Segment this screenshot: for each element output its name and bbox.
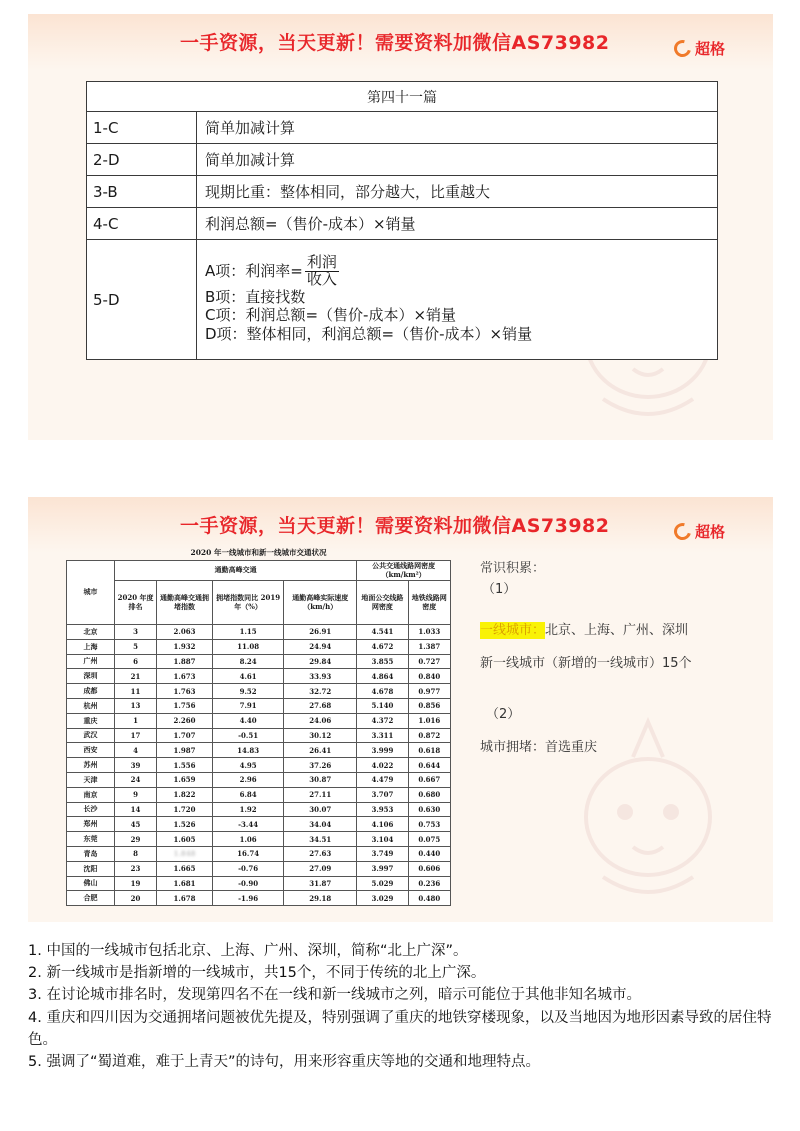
cell-rank: 19 <box>115 876 157 891</box>
cell-bus: 3.104 <box>357 832 408 847</box>
summary-item: 3. 在讨论城市排名时，发现第四名不在一线和新一线城市之列，暗示可能位于其他非知名城市。 <box>28 987 641 1004</box>
cell-speed: 26.41 <box>284 743 357 758</box>
cell-city: 深圳 <box>67 669 115 684</box>
cell-metro: 0.840 <box>408 669 450 684</box>
brand-logo <box>674 38 725 59</box>
first-tier-list: 北京、上海、广州、深圳 <box>545 623 689 638</box>
cell-metro: 0.667 <box>408 772 450 787</box>
cell-metro: 0.977 <box>408 684 450 699</box>
cell-change: 14.83 <box>212 743 283 758</box>
cell-rank: 13 <box>115 698 157 713</box>
cell-index: 1.887 <box>157 654 213 669</box>
answer-number: 1-C <box>87 112 197 144</box>
cell-rank: 24 <box>115 772 157 787</box>
cell-rank: 17 <box>115 728 157 743</box>
header-bus: 地面公交线路网密度 <box>357 581 408 625</box>
answer-number: 2-D <box>87 144 197 176</box>
cell-speed: 27.11 <box>284 787 357 802</box>
table-row <box>67 861 451 876</box>
cell-bus: 4.864 <box>357 669 408 684</box>
cell-change: -0.51 <box>212 728 283 743</box>
header-metro: 地铁线路网密度 <box>408 581 450 625</box>
cell-metro: 0.644 <box>408 758 450 773</box>
answer-explanation: 简单加减计算 <box>197 144 718 176</box>
cell-speed: 27.09 <box>284 861 357 876</box>
table-row <box>67 846 451 861</box>
answer-number: 5-D <box>87 240 197 360</box>
answer-row <box>87 240 718 360</box>
cell-index: 1.932 <box>157 639 213 654</box>
cell-metro: 0.618 <box>408 743 450 758</box>
header-change: 拥堵指数同比 2019 年（%） <box>212 581 283 625</box>
cell-speed: 30.87 <box>284 772 357 787</box>
cell-speed: 30.12 <box>284 728 357 743</box>
knowledge-notes <box>480 557 765 755</box>
logo-icon <box>671 37 694 60</box>
cell-rank: 11 <box>115 684 157 699</box>
cell-index: 1.848 <box>157 846 213 861</box>
cell-change: -3.44 <box>212 817 283 832</box>
option-d: D项：整体相同，利润总额=（售价-成本）×销量 <box>205 325 533 344</box>
cell-rank: 9 <box>115 787 157 802</box>
answer-explanation: 简单加减计算 <box>197 112 718 144</box>
cell-metro: 0.727 <box>408 654 450 669</box>
cell-metro: 0.856 <box>408 698 450 713</box>
answer-row <box>87 176 718 208</box>
table-row <box>67 669 451 684</box>
cell-metro: 1.033 <box>408 625 450 640</box>
banner-text: 一手资源，当天更新！需要资料加微信AS73982 <box>180 32 610 54</box>
header-group-commute: 通勤高峰交通 <box>115 561 357 581</box>
header-rank: 2020 年度排名 <box>115 581 157 625</box>
cell-speed: 29.18 <box>284 891 357 906</box>
cell-city: 上海 <box>67 639 115 654</box>
cell-index: 1.665 <box>157 861 213 876</box>
cell-rank: 45 <box>115 817 157 832</box>
summary-item: 5. 强调了“蜀道难，难于上青天”的诗句，用来形容重庆等地的交通和地理特点。 <box>28 1053 540 1070</box>
cell-bus: 4.106 <box>357 817 408 832</box>
answer-explanation: 利润总额=（售价-成本）×销量 <box>197 208 718 240</box>
cell-change: -0.90 <box>212 876 283 891</box>
cell-city: 东莞 <box>67 832 115 847</box>
answer-explanation-q5 <box>197 240 718 360</box>
table-row <box>67 639 451 654</box>
cell-change: 8.24 <box>212 654 283 669</box>
cell-bus: 3.953 <box>357 802 408 817</box>
cell-bus: 3.311 <box>357 728 408 743</box>
cell-rank: 5 <box>115 639 157 654</box>
cell-city: 郑州 <box>67 817 115 832</box>
cell-city: 重庆 <box>67 713 115 728</box>
fraction <box>305 255 339 288</box>
cell-change: 4.40 <box>212 713 283 728</box>
cell-metro: 0.480 <box>408 891 450 906</box>
cell-rank: 39 <box>115 758 157 773</box>
cell-bus: 4.541 <box>357 625 408 640</box>
cell-bus: 4.678 <box>357 684 408 699</box>
cell-speed: 29.84 <box>284 654 357 669</box>
cell-index: 1.673 <box>157 669 213 684</box>
cell-change: 16.74 <box>212 846 283 861</box>
cell-change: 9.52 <box>212 684 283 699</box>
cell-city: 青岛 <box>67 846 115 861</box>
cell-index: 2.260 <box>157 713 213 728</box>
cell-speed: 26.91 <box>284 625 357 640</box>
cell-metro: 0.236 <box>408 876 450 891</box>
cell-bus: 3.855 <box>357 654 408 669</box>
brand-logo <box>674 521 725 542</box>
cell-rank: 14 <box>115 802 157 817</box>
cell-index: 2.063 <box>157 625 213 640</box>
table-row <box>67 802 451 817</box>
traffic-table-title: 2020 年一线城市和新一线城市交通状况 <box>190 548 327 557</box>
cell-index: 1.720 <box>157 802 213 817</box>
traffic-table-body <box>67 625 451 906</box>
cell-city: 长沙 <box>67 802 115 817</box>
option-b: B项：直接找数 <box>205 287 306 306</box>
table-row <box>67 654 451 669</box>
cell-metro: 0.630 <box>408 802 450 817</box>
cell-bus: 4.372 <box>357 713 408 728</box>
cell-change: 1.06 <box>212 832 283 847</box>
cell-speed: 27.63 <box>284 846 357 861</box>
header-group-density: 公共交通线路网密度（km/km²） <box>357 561 451 581</box>
cell-change: 11.08 <box>212 639 283 654</box>
table-row <box>67 758 451 773</box>
fraction-numerator: 利润 <box>306 253 337 272</box>
logo-text: 超格 <box>694 523 725 541</box>
cell-city: 武汉 <box>67 728 115 743</box>
cell-speed: 34.51 <box>284 832 357 847</box>
summary-item: 1. 中国的一线城市包括北京、上海、广州、深圳，简称“北上广深”。 <box>28 943 468 959</box>
cell-index: 1.556 <box>157 758 213 773</box>
summary-item: 2. 新一线城市是指新增的一线城市，共15个，不同于传统的北上广深。 <box>28 965 486 982</box>
banner <box>28 14 773 70</box>
table-row <box>67 817 451 832</box>
cell-index: 1.605 <box>157 832 213 847</box>
table-row <box>67 891 451 906</box>
cell-city: 天津 <box>67 772 115 787</box>
table-row <box>67 876 451 891</box>
cell-bus: 3.029 <box>357 891 408 906</box>
cell-speed: 33.93 <box>284 669 357 684</box>
cell-city: 南京 <box>67 787 115 802</box>
cell-metro: 0.075 <box>408 832 450 847</box>
answer-number: 4-C <box>87 208 197 240</box>
cell-change: 1.15 <box>212 625 283 640</box>
first-tier-label: 一线城市： <box>480 623 546 638</box>
cell-rank: 20 <box>115 891 157 906</box>
notes-point-2: （2） <box>486 707 521 722</box>
header-index: 通勤高峰交通拥堵指数 <box>157 581 213 625</box>
table-row <box>67 698 451 713</box>
cell-city: 成都 <box>67 684 115 699</box>
answer-explanation: 现期比重：整体相同，部分越大，比重越大 <box>197 176 718 208</box>
cell-metro: 0.606 <box>408 861 450 876</box>
answer-row <box>87 208 718 240</box>
answer-number: 3-B <box>87 176 197 208</box>
cell-city: 北京 <box>67 625 115 640</box>
cell-index: 1.659 <box>157 772 213 787</box>
cell-speed: 24.94 <box>284 639 357 654</box>
traffic-table <box>66 560 451 906</box>
cell-city: 合肥 <box>67 891 115 906</box>
cell-bus: 4.022 <box>357 758 408 773</box>
new-first-tier-cities: 新一线城市（新增的一线城市）15个 <box>480 656 692 671</box>
cell-speed: 32.72 <box>284 684 357 699</box>
cell-change: -0.76 <box>212 861 283 876</box>
cell-index: 1.707 <box>157 728 213 743</box>
cell-speed: 27.68 <box>284 698 357 713</box>
cell-metro: 0.872 <box>408 728 450 743</box>
cell-index: 1.678 <box>157 891 213 906</box>
cell-change: 2.96 <box>212 772 283 787</box>
fraction-denominator: 收入 <box>306 269 337 288</box>
cell-city: 苏州 <box>67 758 115 773</box>
cell-rank: 21 <box>115 669 157 684</box>
cell-city: 沈阳 <box>67 861 115 876</box>
cell-city: 杭州 <box>67 698 115 713</box>
table-row <box>67 728 451 743</box>
logo-text: 超格 <box>694 40 725 58</box>
notes-title: 常识积累： <box>480 561 546 576</box>
cell-change: 1.92 <box>212 802 283 817</box>
cell-speed: 31.87 <box>284 876 357 891</box>
cell-bus: 3.749 <box>357 846 408 861</box>
cell-change: 7.91 <box>212 698 283 713</box>
cell-bus: 4.672 <box>357 639 408 654</box>
logo-icon <box>671 520 694 543</box>
cell-bus: 5.140 <box>357 698 408 713</box>
answer-table <box>86 81 718 360</box>
table-row <box>67 625 451 640</box>
cell-index: 1.822 <box>157 787 213 802</box>
cell-change: 4.95 <box>212 758 283 773</box>
summary-list <box>28 940 773 1073</box>
header-city: 城市 <box>67 561 115 625</box>
table-row <box>67 787 451 802</box>
cell-rank: 1 <box>115 713 157 728</box>
traffic-slide <box>28 497 773 922</box>
cell-change: 4.61 <box>212 669 283 684</box>
banner <box>28 497 773 553</box>
cell-index: 1.526 <box>157 817 213 832</box>
cell-metro: 0.440 <box>408 846 450 861</box>
cell-rank: 8 <box>115 846 157 861</box>
traffic-table-wrap <box>66 547 451 906</box>
option-a-text: A项：利润率= <box>205 261 303 280</box>
cell-speed: 24.06 <box>284 713 357 728</box>
option-c: C项：利润总额=（售价-成本）×销量 <box>205 306 457 325</box>
cell-index: 1.987 <box>157 743 213 758</box>
cell-speed: 37.26 <box>284 758 357 773</box>
cell-rank: 3 <box>115 625 157 640</box>
cell-rank: 4 <box>115 743 157 758</box>
cell-metro: 0.680 <box>408 787 450 802</box>
cell-bus: 5.029 <box>357 876 408 891</box>
notes-point-1: （1） <box>482 582 517 597</box>
cell-metro: 0.753 <box>408 817 450 832</box>
cell-city: 佛山 <box>67 876 115 891</box>
banner-text: 一手资源，当天更新！需要资料加微信AS73982 <box>180 515 610 537</box>
cell-city: 广州 <box>67 654 115 669</box>
table-row <box>67 684 451 699</box>
first-tier-cities <box>480 619 765 638</box>
table-row <box>67 743 451 758</box>
table-row <box>67 772 451 787</box>
answer-table-title: 第四十一篇 <box>87 82 718 112</box>
answer-slide <box>28 14 773 440</box>
answer-row <box>87 144 718 176</box>
table-row <box>67 832 451 847</box>
cell-index: 1.756 <box>157 698 213 713</box>
header-speed: 通勤高峰实际速度（km/h） <box>284 581 357 625</box>
option-a <box>205 255 709 288</box>
cell-city: 西安 <box>67 743 115 758</box>
cell-bus: 4.479 <box>357 772 408 787</box>
cell-rank: 29 <box>115 832 157 847</box>
cell-change: -1.96 <box>212 891 283 906</box>
congestion-note: 城市拥堵：首选重庆 <box>480 740 598 755</box>
cell-speed: 34.04 <box>284 817 357 832</box>
cell-speed: 30.07 <box>284 802 357 817</box>
cell-rank: 6 <box>115 654 157 669</box>
cell-bus: 3.707 <box>357 787 408 802</box>
cell-bus: 3.997 <box>357 861 408 876</box>
table-row <box>67 713 451 728</box>
cell-index: 1.763 <box>157 684 213 699</box>
answer-row <box>87 112 718 144</box>
cell-change: 6.84 <box>212 787 283 802</box>
summary-item: 4. 重庆和四川因为交通拥堵问题被优先提及，特别强调了重庆的地铁穿楼现象，以及当地因为地形因素导致的居住特色。 <box>28 1009 772 1048</box>
cell-rank: 23 <box>115 861 157 876</box>
cell-metro: 1.016 <box>408 713 450 728</box>
cell-bus: 3.999 <box>357 743 408 758</box>
cell-index: 1.681 <box>157 876 213 891</box>
cell-metro: 1.387 <box>408 639 450 654</box>
